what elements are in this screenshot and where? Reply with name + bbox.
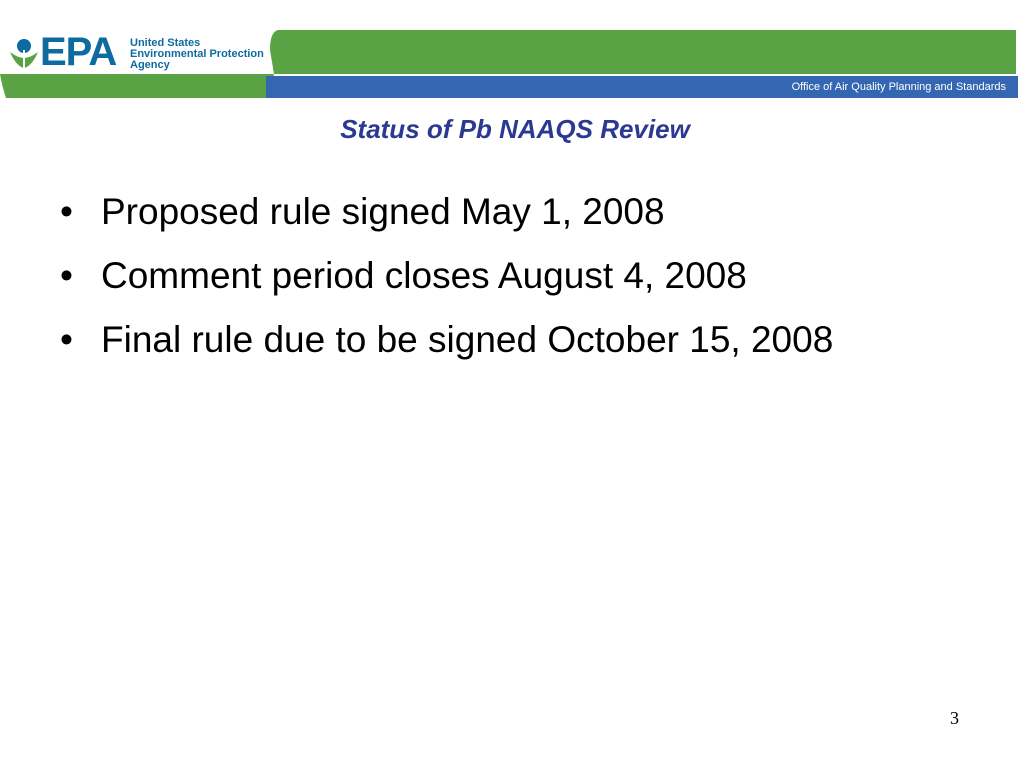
- office-name: Office of Air Quality Planning and Standards: [791, 81, 1006, 93]
- bullet-item: [60, 318, 940, 362]
- agency-name-line-3: Agency: [130, 59, 170, 71]
- epa-logo-text: EPA: [40, 30, 117, 74]
- bullet-text: Final rule due to be signed October 15, 2008: [101, 319, 834, 360]
- bullet-glyph: •: [60, 191, 73, 232]
- bullet-text: Proposed rule signed May 1, 2008: [101, 191, 665, 232]
- banner-green-swoosh: [0, 74, 274, 98]
- slide-title: Status of Pb NAAQS Review: [340, 114, 690, 144]
- agency-name-line-2: Environmental Protection: [130, 48, 264, 60]
- page-number: 3: [950, 708, 959, 728]
- agency-name-line-1: United States: [130, 37, 201, 49]
- bullet-item: [60, 254, 940, 298]
- banner-green-band: [270, 30, 1016, 74]
- agency-name: [130, 38, 264, 71]
- bullet-list: [60, 190, 940, 382]
- bullet-glyph: •: [60, 255, 73, 296]
- bullet-glyph: •: [60, 319, 73, 360]
- epa-flower-icon: [8, 36, 40, 70]
- epa-header-banner: [0, 0, 1024, 104]
- bullet-text: Comment period closes August 4, 2008: [101, 255, 747, 296]
- bullet-item: [60, 190, 940, 234]
